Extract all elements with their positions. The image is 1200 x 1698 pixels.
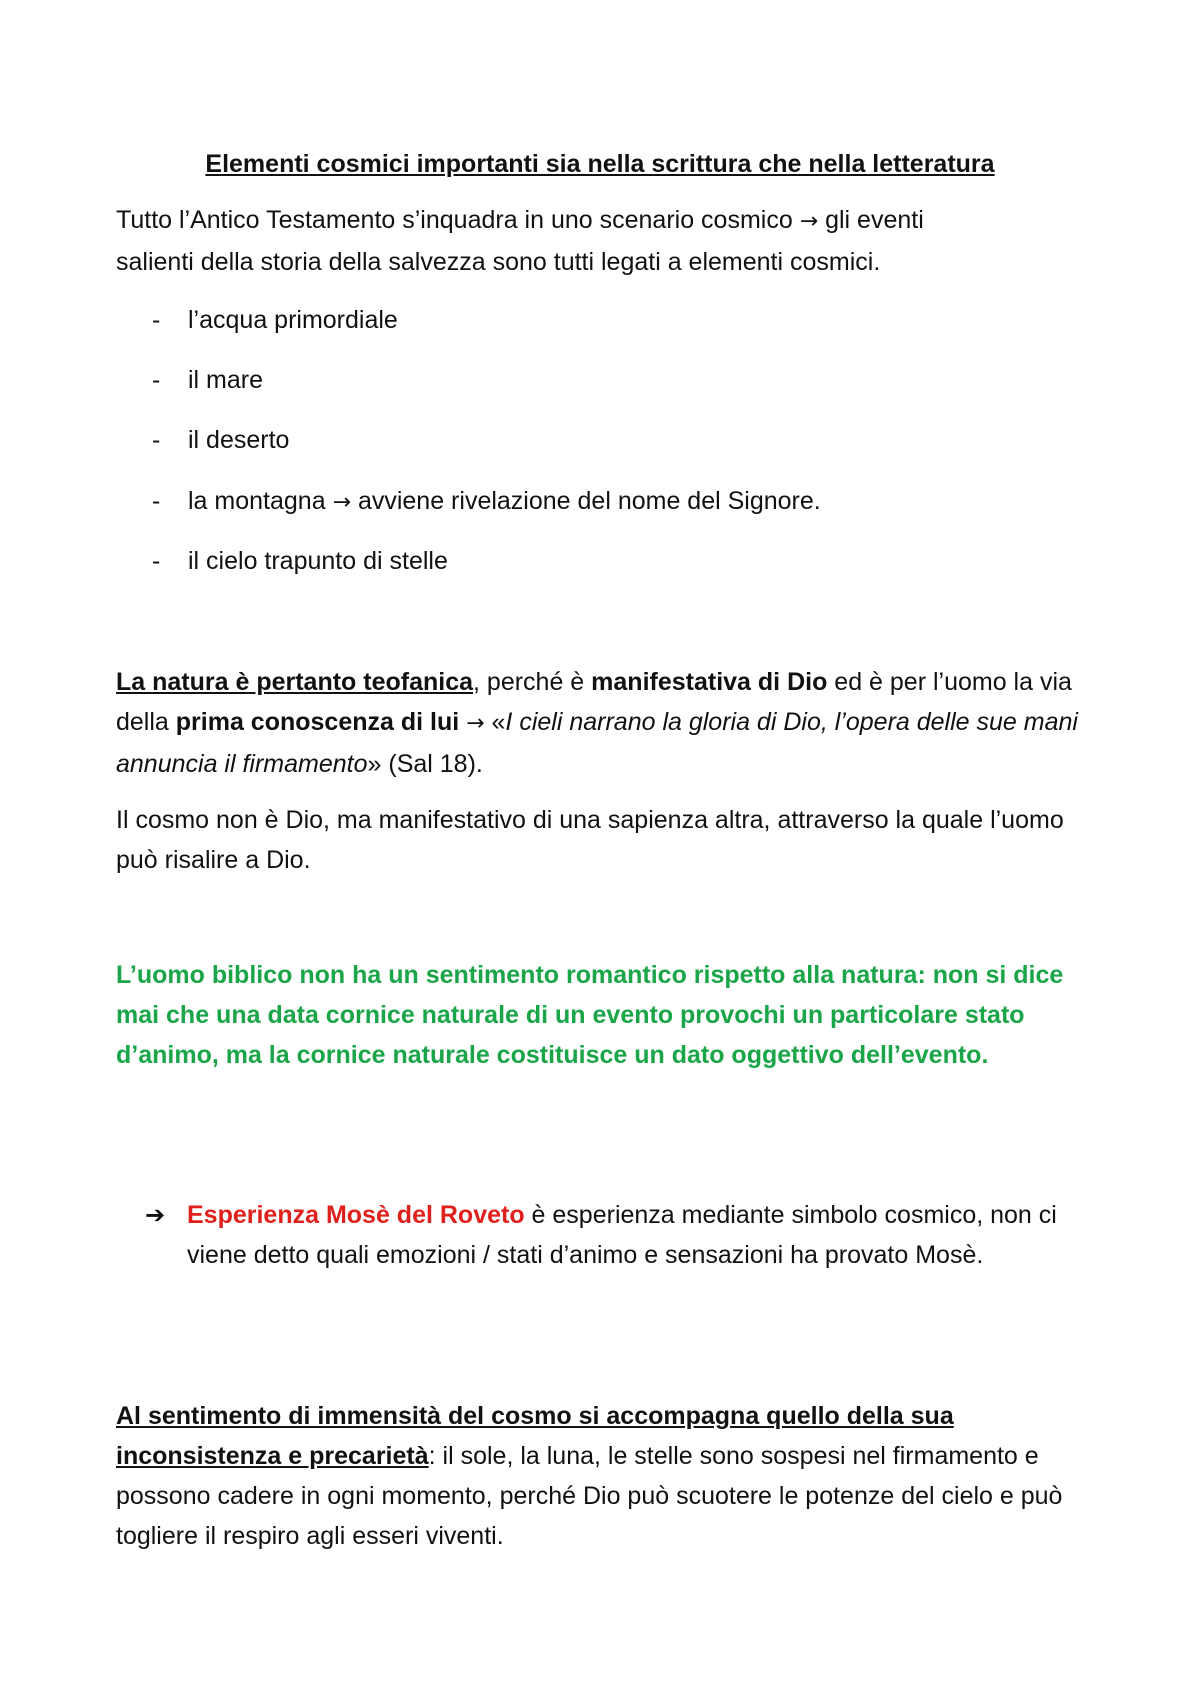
arrow-icon: → [799,209,819,234]
natura-bold-2: prima conoscenza di lui [175,708,460,736]
list-item [152,481,821,523]
mose-highlight: Esperienza Mosè del Roveto [187,1201,525,1229]
mose-bullet-item [145,1195,1075,1275]
list-item-text: il cielo trapunto di stelle [188,547,448,575]
intro-text-b: gli eventi [818,206,924,234]
immensita-text: : il sole, la luna, le stelle sono sospesi nel firmamento e possono cadere in ogni momento, perché Dio può scuotere le potenze del cielo e può togliere il respiro agli esseri viventi. [116,1442,1063,1550]
list-item [152,360,263,400]
list-item-text: la montagna [188,487,326,515]
list-item [152,420,289,460]
quote-close: » [367,750,382,778]
natura-text-1: , perché è [473,668,592,696]
intro-text-c: salienti della storia della salvezza sono tutti legati a elementi cosmici. [116,248,881,276]
natura-text-2: ed è per l’uomo la via della [116,668,1072,736]
immensita-paragraph [116,1396,1086,1556]
natura-bold-1: manifestativa di Dio [591,668,828,696]
intro-paragraph [116,200,1086,282]
page-title: Elementi cosmici importanti sia nella scrittura che nella letteratura [205,150,995,178]
list-item-text: l’acqua primordiale [188,306,398,334]
green-highlight-paragraph: L’uomo biblico non ha un sentimento romantico rispetto alla natura: non si dice mai che una data cornice naturale di un evento provochi un particolare stato d’animo, ma la cornice naturale costituisce un dato oggettivo dell’evento. [116,961,1064,1069]
list-item-text: il deserto [188,426,290,454]
list-item-tail: avviene rivelazione del nome del Signore. [351,487,821,515]
quote-open: « [484,708,506,736]
psalm-reference: (Sal 18). [381,750,483,778]
mose-text: è esperienza mediante simbolo cosmico, non ci viene detto quali emozioni / stati d’animo e sensazioni ha provato Mosè. [187,1201,1057,1269]
dash-bullet: - [152,547,161,575]
arrow-bullet-icon: ➔ [145,1201,166,1229]
intro-text-a: Tutto l’Antico Testamento s’inquadra in uno scenario cosmico [116,206,793,234]
natura-heading: La natura è pertanto teofanica [116,668,474,696]
dash-bullet: - [152,366,161,394]
list-item [152,300,398,340]
dash-bullet: - [152,426,161,454]
arrow-icon: → [466,711,485,736]
natura-paragraph [116,662,1086,784]
cosmo-paragraph: Il cosmo non è Dio, ma manifestativo di una sapienza altra, attraverso la quale l’uomo può risalire a Dio. [116,806,1064,874]
immensita-heading: Al sentimento di immensità del cosmo si accompagna quello della sua inconsistenza e precarietà [116,1402,954,1470]
list-item [152,541,448,581]
dash-bullet: - [152,306,161,334]
dash-bullet: - [152,487,161,515]
list-item-text: il mare [188,366,264,394]
arrow-icon: → [332,490,351,515]
psalm-quote: I cieli narrano la gloria di Dio, l’opera delle sue mani annuncia il firmamento [116,708,1078,778]
